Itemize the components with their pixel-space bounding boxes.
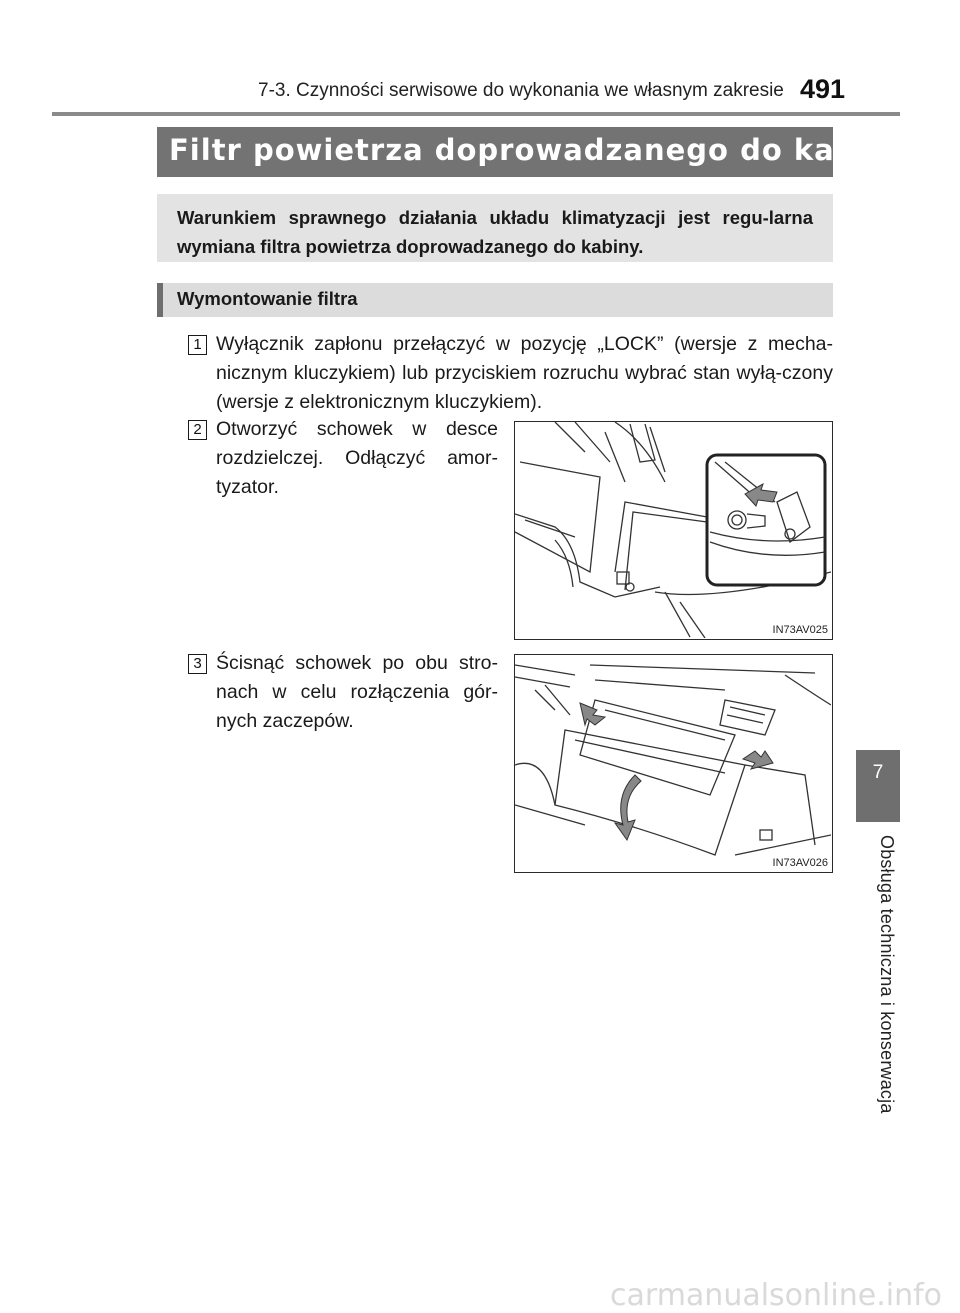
subheading: Wymontowanie filtra: [177, 288, 358, 309]
subheading-bar: [157, 283, 833, 317]
page-number: 491: [800, 74, 846, 104]
chapter-title: Obsługa techniczna i konserwacja: [877, 835, 897, 1114]
intro-box: [157, 194, 833, 262]
title-banner: [157, 127, 909, 177]
page-title: Filtr powietrza doprowadzanego do kabiny: [169, 133, 909, 167]
glovebox-squeeze-illustration: [515, 655, 831, 871]
step-number-1: 1: [188, 335, 207, 355]
step-number-3: 3: [188, 654, 207, 674]
figure-code-2: IN73AV026: [772, 857, 828, 869]
header-divider: [52, 112, 900, 116]
watermark: carmanualsonline.info: [610, 1278, 942, 1313]
figure-glovebox-squeeze: [514, 654, 833, 873]
step-text-3: Ścisnąć schowek po obu stro-nach w celu rozłączenia gór-nych zaczepów.: [216, 652, 498, 732]
header-section-title: 7-3. Czynności serwisowe do wykonania we własnym zakresie: [258, 80, 784, 101]
figure-code-1: IN73AV025: [772, 624, 828, 636]
chapter-number: 7: [872, 762, 884, 783]
step-number-2: 2: [188, 420, 207, 440]
chapter-tab: [856, 750, 900, 822]
intro-text: Warunkiem sprawnego działania układu klimatyzacji jest regu-larna wymiana filtra powietrza doprowadzanego do kabiny.: [177, 207, 813, 257]
figure-glovebox-damper: [514, 421, 833, 640]
step-text-2: Otworzyć schowek w desce rozdzielczej. Odłączyć amor-tyzator.: [216, 418, 498, 498]
step-text-1: Wyłącznik zapłonu przełączyć w pozycję „LOCK” (wersje z mecha-nicznym kluczykiem) lub przyciskiem rozruchu wybrać stan wyłą-czony (wersje z elektronicznym kluczykiem).: [216, 333, 833, 413]
glovebox-damper-illustration: [515, 422, 831, 638]
